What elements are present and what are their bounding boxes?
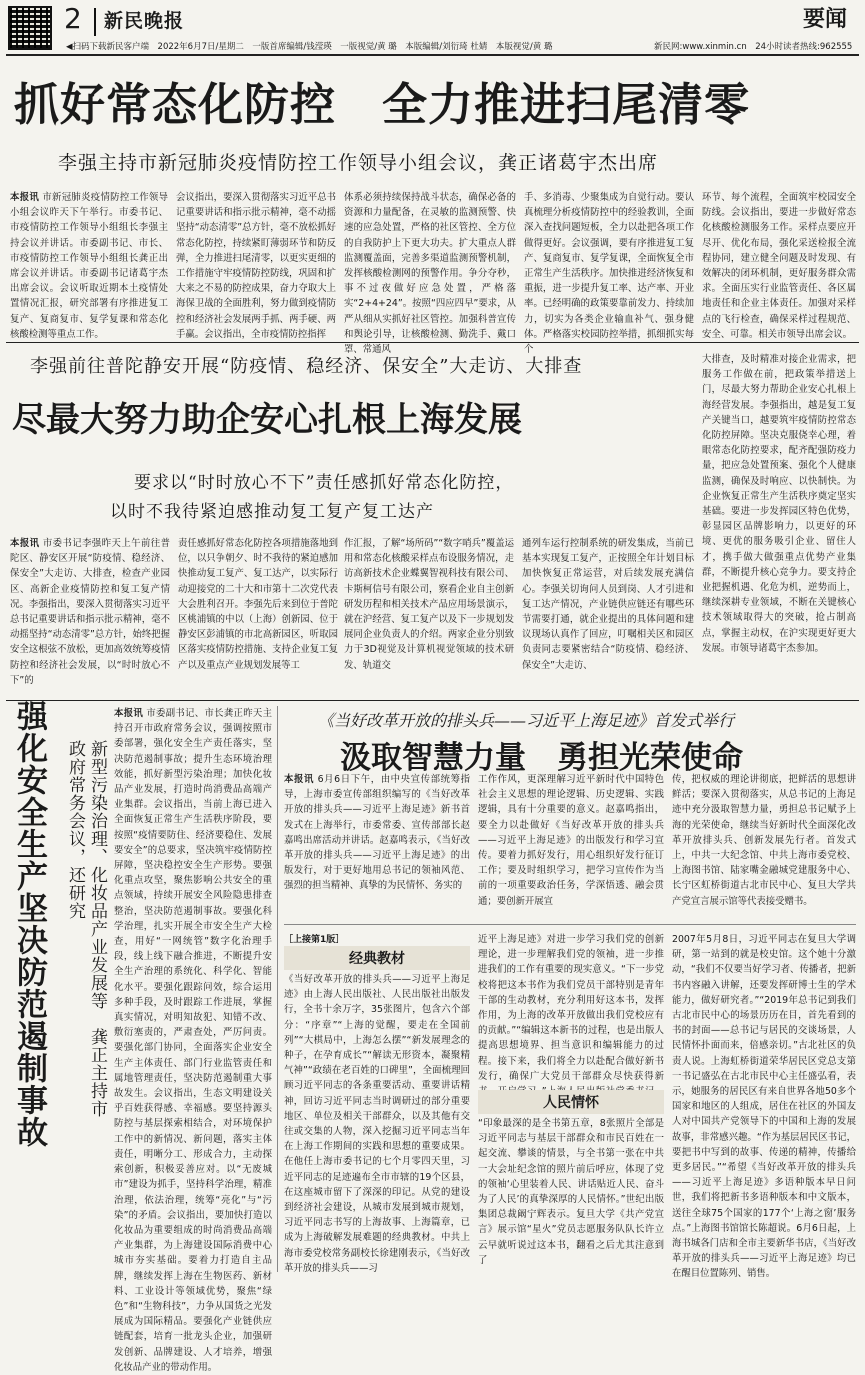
story2-column-3: 作汇报，了解“场所码”“数字哨兵”覆盖运用和常态化核酸采样点布设服务情况，走访高新技术企业蝶翼智视科技有限公司、卡斯柯信号有限公司，察看企业自主创新研发历程和相关技术产品应用场景演示，就在沪经营、复工复产以及下一步规划发展同企业负责人的介绍。两家企业分别致力于3D视觉及计算机视觉领域的技术研发、轨道交 (344, 538, 514, 671)
story4-column-1: 本报讯 6月6日下午，由中央宣传部统筹指导，上海市委宣传部组织编写的《当好改革开放的排头兵——习近平上海足迹》新书首发式在上海举行，市委常委、宣传部部长赵嘉鸣出席活动并讲话。赵嘉鸣表示，《当好改革开放的排头兵——习近平上海足迹》的出版发行，对于更好地用总书记的领袖风范、强烈的担当精神、真挚的为民情怀、务实的 (284, 774, 470, 892)
masthead-divider (94, 8, 96, 36)
subsection-title-classic-textbook: 经典教材 (284, 946, 470, 970)
subsection-title-people-feeling: 人民情怀 (478, 1090, 664, 1114)
story3-vertical-headline: 强化安全生产坚决防范遏制事故 (11, 700, 47, 1148)
continued-label: ［上接第1版］ (284, 935, 345, 945)
website-hotline: 新民网:www.xinmin.cn 24小时读者热线:962555 (654, 42, 853, 52)
continued-column-2b: “印象最深的是全书第五章，8张照片全部是习近平同志与基层干部群众和市民百姓在一起交流、攀谈的情景，与全书第一张在中共一大会址纪念馆的照片前后呼应，体现了党的领袖‘心里装着人民、讲话贴近人民、奋斗为了人民’的真挚深厚的人民情怀。”世纪出版集团总裁阚宁辉表示。复旦大学《共产党宣言》展示馆“星火”党员志愿服务队队长许立云早就听说过这本书，翻看之后尤其注意到了 (478, 1118, 664, 1266)
dateline: 本报讯 (10, 538, 40, 549)
continued-column-3: 2007年5月8日，习近平同志在复旦大学调研，第一站到的就是校史馆。这个她十分激动，“我们不仅要当好学习者、传播者，把新书内容融入讲解，还要发挥研博士生的学术能力，做好研究者。”“2019年总书记到我们古北市民中心的场景历历在目，首先看到的书的封面——总书记与居民的交谈场景，人民情怀扑面而来，倍感亲切。”古北社区的负责人说。上海虹桥街道荣华居民区党总支第一书记盛弘在古北市民中心主任盛弘看，表示，她服务的居民区有来自世界各地50多个国家和地区的人组成，居住在社区的外国友人对中国共产党领导下的中国和上海的发展故事，非常感兴趣。“作为基层居民区书记，要把书中写到的故事、传递的精神，传播给更多居民。”“希望《当好改革开放的排头兵——习近平上海足迹》多语种版本早日问世，我们将把新书多语种版本和中文版本，送往全球75个国家的177个‘上海之窗’服务点。”上海图书馆馆长陈超说。6月6日起，上海书城各门店和全市主要新华书店，《当好改革开放的排头兵——习近平上海足迹》均已在醒目位置陈列、销售。 (672, 934, 856, 1280)
lead-headline: 抓好常态化防控 全力推进扫尾清零 (14, 78, 751, 131)
dateline: 本报讯 (284, 774, 314, 785)
dateline: 本报讯 (114, 708, 144, 719)
story3-vertical-subhead: 新型污染治理、化妆品产业发展等 龚正主持市政府常务会议，还研究 (65, 740, 107, 1118)
story2-column-1: 本报讯 市委书记李强昨天上午前往普陀区、静安区开展“防疫情、稳经济、保安全”大走访、大排查，检查产业园区、高新企业疫情防控和复工复产情况。李强指出，要深入贯彻落实习近平总书记重要讲话和指示批示精神，毫不动摇坚持“动态清零”总方针，始终把握安全这根弦不放松，更加高效统筹疫情防控和经济社会发展，以“时时放心不下”的 (10, 538, 170, 686)
story2-subhead-line2: 以时不我待紧迫感推动复工复产复工达产 (110, 502, 434, 522)
newspaper-name: 新民晚报 (104, 10, 185, 32)
story2-column-2: 责任感抓好常态化防控各项措施落地到位，以只争朝夕、时不我待的紧迫感加快推动复工复产、复工达产，以实际行动迎接党的二十大和市第十二次党代表大会胜利召开。李强先后来到位于普陀区桃浦镇的中以（上海）创新园、位于静安区彭浦镇的市北高新园区，听取园区落实疫情防控措施、支持企业复工复产以及重点产业规划发展等工 (178, 538, 338, 671)
story1-column-1: 本报讯 市新冠肺炎疫情防控工作领导小组会议昨天下午举行。市委书记、市疫情防控工作领导小组组长李强主持会议并讲话。市委副书记、市长、市疫情防控工作领导小组组长龚正出席会议并讲话。市委副书记诸葛宇杰出席会议。会议听取近期本土疫情处置情况汇报，研究部署有序推进复工复产、复商复市、复学复课和常态化核酸检测等重点工作。 (10, 192, 168, 340)
dateline: 本报讯 (10, 192, 40, 203)
continued-column-1: 《当好改革开放的排头兵——习近平上海足迹》由上海人民出版社、人民出版社出版发行，全书十余万字，35张图片，包含六个部分：“序章”“上海的觉醒，要走在全国前列”“大棋局中，上海怎么摆”“新发展理念的种子，在孕育成长”“解读无形资本，凝聚精气神”“政绩在老百姓的口碑里”，全面梳理回顾习近平同志的各条重要活动、重要讲话精神，回访习近平同志当时调研过的部分重要地区、单位及相关干部群众，以及其他有交往或交集的人物，深入挖掘习近平同志当年在上海工作期间的实践和思想的重要成果。在他任上海市委书记的七个月零四天里，习近平同志的足迹遍布全市市辖的19个区县，在这座城市留下了深深的印记。从党的建设到经济社会建设，从城市发展到城市规划，习近平同志书写的上海故事、上海篇章，已成为上海破解发展难题的经典教材。中共上海市委党校常务副校长徐建刚表示，《当好改革开放的排头兵——习 (284, 974, 470, 1274)
story1-column-3: 体系必须持续保持战斗状态，确保必备的资源和力量配备，在灵敏的监测预警、快速的应急处置，严格的社区管控、全方位的自我防护上下更大功夫。扩大重点人群监测覆盖面，完善多渠道监测预警机制，发挥核酸检测网的预警作用。争分夺秒，事不过夜做好应急处置，严格落实“2+4+24”。按照“四应四早”要求，从严从细从实抓好社区管控。加强科普宣传和舆论引导，让核酸检测、勤洗手、戴口罩、常通风 (344, 192, 516, 356)
story1-column-2: 会议指出，要深入贯彻落实习近平总书记重要讲话和指示批示精神，毫不动摇坚持“动态清零”总方针，毫不放松抓好常态化防控，持续紧盯薄弱环节和防反弹，全力推进扫尾清零，以更实更细的工作措施守牢疫情防控防线，巩固和扩大来之不易的防控成果，奋力夺取大上海保卫战的全面胜利，努力做到疫情防控和经济社会发展两手抓、两手硬、两手赢。会议指出，全市疫情防控指挥 (176, 192, 336, 340)
story2-right-column: 大排查，及时精准对接企业需求，把服务工作做在前，把政策举措送上门，尽最大努力帮助企业安心扎根上海经营发展。李强指出，越是复工复产关键当口，越要筑牢疫情防控常态化防控屏障。坚决克服侥幸心理，着眼常态化防控要求，配齐配强防疫力量，把应急处置预案、强化个人健康监测，确保及时响应、以快制快。为企业恢复正常生产生活秩序奠定坚实基础。要进一步发挥园区特色优势，彰显园区品牌影响力，以更好的环境、更优的服务吸引企业、留住人才，携手做大做强重点优势产业集群，不断提升核心竞争力。要支持企业把握机遇、化危为机，逆势而上，继续深耕专业领域，不断在关键核心技术领域取得大的突破，抢占制高点，掌握主动权，在沪实现更好更大发展。市领导诸葛宇杰参加。 (702, 354, 856, 654)
column-divider (277, 706, 278, 1272)
page-number: 2 (64, 2, 82, 35)
section-label: 要闻 (802, 6, 847, 32)
story1-column-5: 环节、每个流程，全面筑牢校园安全防线。会议指出，要进一步做好常态化核酸检测服务工作。采样点要应开尽开、优化布局，强化采送检报全流程协同，建立健全问题及时发现、有效解决的闭环机制，更好服务群众需求。全面压实行业监管责任、各区属地责任和企业主体责任。加强对采样点的飞行检查，确保采样过程规范、安全、可靠。相关市领导出席会议。 (702, 192, 856, 340)
story3-body: 本报讯 市委副书记、市长龚正昨天主持召开市政府常务会议，强调按照市委部署，强化安全生产责任落实，坚决防范遏制事故；提升生态环境治理效能，抓好新型污染治理；加快化妆品产业发展，打造时尚消费品高端产业集群。会议指出，当前上海已进入全面恢复正常生产生活秩序阶段，要按照“疫情要防住、经济要稳住、发展要安全”的总要求，坚决筑牢疫情防控屏障，坚决稳控安全生产形势。要强化重点攻坚，聚焦影响公共安全的重点领域，持续开展安全风险隐患排查整治，坚决防范遏制事故。要强化科学治理，扎实开展全市安全生产大检查，用好“一网统管”数字化治理手段，线上线下融合推进，不断提升安全生产治理的系统化、科学化、智能化水平。要强化跟踪问效，综合运用多种手段，及时跟踪工作进展，掌握真实情况，对明知故犯、知错不改、敷衍塞责的，严肃查处，严厉问责。要强化部门协同，全面落实企业安全生产主体责任、部门行业监管责任和属地管理责任，坚决防范遏制重大事故发生。会议指出，生态文明建设关乎百姓获得感、幸福感。要坚持源头防控与基层探索相结合，对环境保护工作中的新情况、新问题，落实主体责任，明晰分工、形成合力，主动探索创新，积极妥善应对。以“无废城市”建设为抓手，坚持科学治理，精准治理，依法治理，统筹“亮化”与“污染”的矛盾。会议指出，要加快打造以化妆品为重要组成的时尚消费品高端产业集群，为上海建设国际消费中心城市夯实基础。要着力打造自主品牌，继续发挥上海在生物医药、新材料、工业设计等领域优势，聚焦“绿色”和“生物科技”，力争从国货之光发展成为国际精品。要强化产业链供应链配套，培育一批龙头企业，加强研发创新、品牌建设、人才培养，增强化妆品产业的带动作用。 (114, 708, 272, 1373)
story4-rule (284, 924, 856, 925)
editor-credits: ◀扫码下载新民客户端 2022年6月7日/星期二 一版首席编辑/钱滢瑛 一版视觉/黄 璐 本版编辑/刘衍琦 杜婧 本版视觉/黄 璐 (66, 42, 553, 52)
story2-subhead-line1: 要求以“时时放心不下”责任感抓好常态化防控， (134, 473, 514, 493)
story2-column-4: 通列车运行控制系统的研发集成，当前已基本实现复工复产，正按照全年计划目标加快恢复正常运营，对后续发展充满信心。李强关切询问人员到岗、人才引进和复工达产情况，产业链供应链还有哪些环节需要打通，就企业提出的具体问题和建议现场认真作了回应，叮嘱相关区和园区负责同志要紧密结合“防疫情、稳经济、保安全”大走访、 (522, 538, 694, 671)
qr-code[interactable] (8, 6, 52, 50)
continued-column-2: 近平上海足迹》对进一步学习我们党的创新理论，进一步理解我们党的领袖，进一步推进我们的工作有重要的现实意义。“下一步党校将把这本书作为我们党员干部特别是青年干部的生动教材，充分利用好这本书，发挥作用，为上海的改革开放做出我们党校应有的贡献。”“编辑这本新书的过程，也是出版人提高思想境界、担当意识和编辑能力的过程。接下来，我们将全力以赴配合做好新书发行，确保广大党员干部群众尽快获得新 (478, 934, 664, 1082)
story4-kicker: 《当好改革开放的排头兵——习近平上海足迹》首发式举行 (318, 711, 735, 730)
masthead-rule (6, 54, 859, 56)
story1-rule (6, 342, 859, 343)
story4-headline: 汲取智慧力量 勇担光荣使命 (340, 740, 743, 776)
story4-column-2: 工作作风，更深理解习近平新时代中国特色社会主义思想的理论逻辑、历史逻辑、实践逻辑，具有十分重要的意义。赵嘉鸣指出，要全力以赴做好《当好改革开放的排头兵——习近平上海足迹》的出版发行和学习宣传。要着力抓好发行，用心组织好发行征订工作；要及时组织学习，把学习宣传作为当前的一项重要政治任务，学深悟透、融会贯通；要创新开展宣 (478, 774, 664, 907)
story4-column-3: 传，把权威的理论讲彻底，把鲜活的思想讲鲜活；要深入贯彻落实，从总书记的上海足迹中充分汲取智慧力量，勇担总书记赋予上海的光荣使命，继续当好新时代全面深化改革开放排头兵、创新发展先行者。首发式上，中共一大纪念馆、中共上海市委党校、上海图书馆、陆家嘴金融城党建服务中心、长宁区虹桥街道古北市民中心、复旦大学共产党宣言展示馆等代表接受赠书。 (672, 774, 856, 907)
story2-rule (6, 700, 859, 701)
story2-kicker: 李强前往普陀静安开展“防疫情、稳经济、保安全”大走访、大排查 (30, 356, 583, 377)
story1-column-4: 手、多消毒、少聚集成为自觉行动。要认真梳理分析疫情防控中的经验教训，全面深入查找问题短板，全力以赴把各项工作做得更好。会议强调，要有序推进复工复产、复商复市、复学复课，全面恢复全市正常生产生活秩序。加快推进经济恢复和重振，进一步提升复工率、达产率、开业率。已经明确的政策要靠前发力、持续加力，切实为各类企业输血补气、强身健体。严格落实校园防控举措，抓细抓实每个 (524, 192, 694, 356)
lead-subheadline: 李强主持市新冠肺炎疫情防控工作领导小组会议，龚正诸葛宇杰出席 (58, 152, 659, 174)
story2-headline: 尽最大努力助企安心扎根上海发展 (12, 400, 522, 440)
